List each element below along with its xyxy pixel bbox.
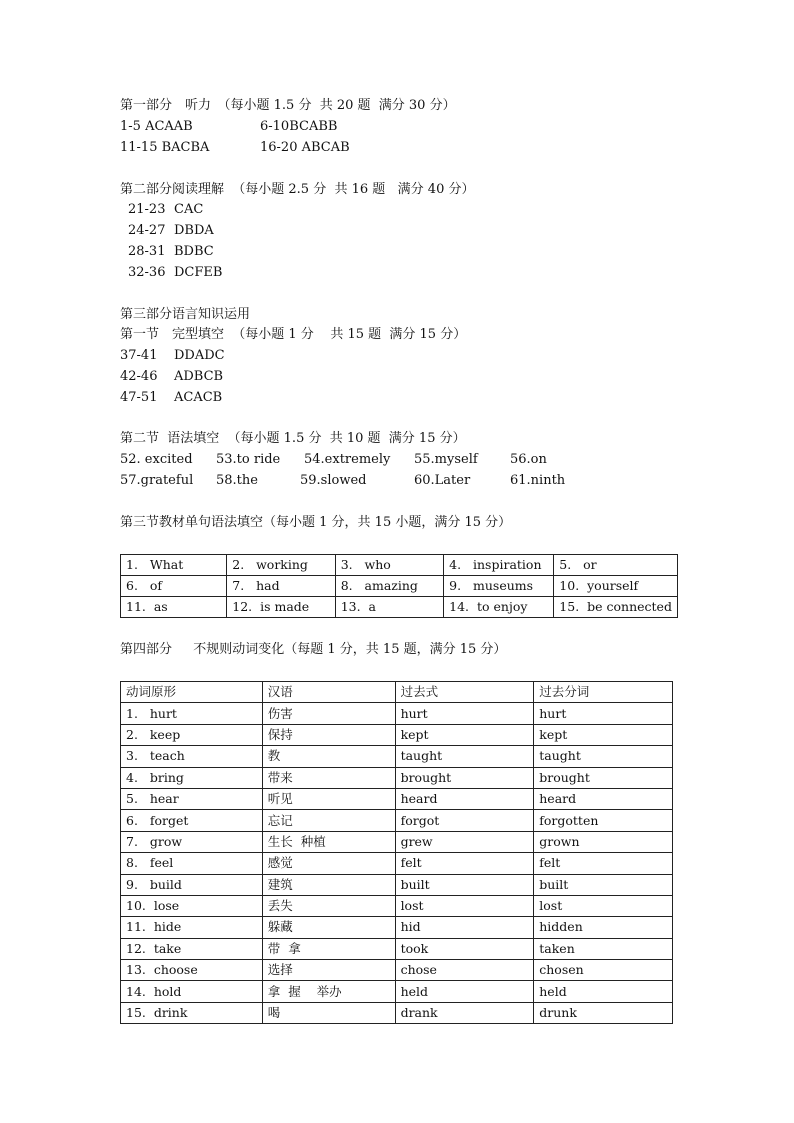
part3-s2-answer: 61.ninth <box>510 473 566 488</box>
part3-heading: 第三部分语言知识运用 <box>120 307 251 322</box>
table-cell: 建筑 <box>262 874 395 895</box>
part3-s2-answer: 56.on <box>510 452 547 467</box>
table-row <box>121 576 678 597</box>
part1-answer: 16-20 ABCAB <box>260 140 350 155</box>
table-row <box>121 810 673 831</box>
table-row <box>121 724 673 745</box>
table-cell: 11. hide <box>121 917 263 938</box>
table-cell: 8. amazing <box>335 576 443 597</box>
part2-answer: CAC <box>174 202 204 217</box>
part2-range: 21-23 <box>128 202 166 217</box>
part2-range: 32-36 <box>128 265 166 280</box>
table-cell: grown <box>534 831 673 852</box>
table-cell: 12. is made <box>227 597 335 618</box>
part1-answer: 1-5 ACAAB <box>120 119 193 134</box>
table-cell: 7. grow <box>121 831 263 852</box>
table-cell: 3. who <box>335 555 443 576</box>
irregular-verbs-table <box>120 681 673 1024</box>
table-cell: 2. working <box>227 555 335 576</box>
table-cell: 1. hurt <box>121 703 263 724</box>
table-row <box>121 938 673 959</box>
table-cell: 4. inspiration <box>444 555 554 576</box>
table-cell: 2. keep <box>121 724 263 745</box>
part3-s2-answer: 60.Later <box>414 473 471 488</box>
table-cell: 9. build <box>121 874 263 895</box>
part3-s1-range: 47-51 <box>120 390 158 405</box>
table-cell: hurt <box>395 703 534 724</box>
part3-s2-answer: 58.the <box>216 473 258 488</box>
table-cell: 教 <box>262 746 395 767</box>
table-row <box>121 917 673 938</box>
table-cell: 喝 <box>262 1002 395 1023</box>
table-cell: chose <box>395 960 534 981</box>
part3-section2-heading: 第二节 语法填空 （每小题 1.5 分 共 10 题 满分 15 分） <box>120 431 466 446</box>
part3-s1-answer: DDADC <box>174 348 225 363</box>
table-row <box>121 853 673 874</box>
table-cell: 15. drink <box>121 1002 263 1023</box>
table-cell: drank <box>395 1002 534 1023</box>
part2-heading: 第二部分阅读理解 （每小题 2.5 分 共 16 题 满分 40 分） <box>120 182 475 197</box>
table-cell: held <box>534 981 673 1002</box>
part3-s2-answer: 53.to ride <box>216 452 281 467</box>
part3-s1-answer: ACACB <box>174 390 223 405</box>
table-cell: held <box>395 981 534 1002</box>
table-cell: 拿 握 举办 <box>262 981 395 1002</box>
part2-answer: DCFEB <box>174 265 223 280</box>
table-cell: 14. to enjoy <box>444 597 554 618</box>
table-row <box>121 767 673 788</box>
table-cell: taught <box>395 746 534 767</box>
table-row <box>121 597 678 618</box>
column-header: 汉语 <box>262 682 395 703</box>
table-cell: heard <box>534 788 673 809</box>
table-cell: 保持 <box>262 724 395 745</box>
table-cell: chosen <box>534 960 673 981</box>
table-row <box>121 895 673 916</box>
table-cell: 带 拿 <box>262 938 395 959</box>
table-cell: felt <box>534 853 673 874</box>
table-cell: 伤害 <box>262 703 395 724</box>
table-cell: grew <box>395 831 534 852</box>
table-row <box>121 981 673 1002</box>
table-cell: took <box>395 938 534 959</box>
table-header-row <box>121 682 673 703</box>
table-cell: 感觉 <box>262 853 395 874</box>
column-header: 动词原形 <box>121 682 263 703</box>
table-cell: forgotten <box>534 810 673 831</box>
verb-rows <box>121 703 673 1024</box>
part2-answer: BDBC <box>174 244 214 259</box>
table-cell: 6. forget <box>121 810 263 831</box>
table-cell: hidden <box>534 917 673 938</box>
table-cell: 丢失 <box>262 895 395 916</box>
part3-s2-answer: 52. excited <box>120 452 193 467</box>
table-row <box>121 831 673 852</box>
table-row <box>121 1002 673 1023</box>
table-cell: 生长 种植 <box>262 831 395 852</box>
table-cell: kept <box>534 724 673 745</box>
table-cell: 1. What <box>121 555 227 576</box>
part3-section1-heading: 第一节 完型填空 （每小题 1 分 共 15 题 满分 15 分） <box>120 327 467 342</box>
table-cell: 听见 <box>262 788 395 809</box>
part3-s2-answer: 54.extremely <box>304 452 391 467</box>
part3-s1-answer: ADBCB <box>174 369 224 384</box>
table-cell: brought <box>395 767 534 788</box>
part2-range: 24-27 <box>128 223 166 238</box>
column-header: 过去式 <box>395 682 534 703</box>
table-row <box>121 703 673 724</box>
table-cell: built <box>395 874 534 895</box>
part3-s2-answer: 57.grateful <box>120 473 194 488</box>
table-cell: 5. hear <box>121 788 263 809</box>
table-row <box>121 788 673 809</box>
part3-s2-answer: 55.myself <box>414 452 478 467</box>
table-cell: lost <box>534 895 673 916</box>
part4-heading: 第四部分 不规则动词变化（每题 1 分，共 15 题，满分 15 分） <box>120 642 507 657</box>
table-row <box>121 746 673 767</box>
part3-section3-heading: 第三节教材单句语法填空（每小题 1 分，共 15 小题，满分 15 分） <box>120 515 512 530</box>
table-cell: 6. of <box>121 576 227 597</box>
table-cell: 5. or <box>554 555 678 576</box>
table-cell: 13. choose <box>121 960 263 981</box>
table-cell: forgot <box>395 810 534 831</box>
table-cell: 忘记 <box>262 810 395 831</box>
table-cell: 3. teach <box>121 746 263 767</box>
column-header: 过去分词 <box>534 682 673 703</box>
table-cell: felt <box>395 853 534 874</box>
table-cell: 8. feel <box>121 853 263 874</box>
table-cell: 选择 <box>262 960 395 981</box>
table-cell: lost <box>395 895 534 916</box>
table-cell: 9. museums <box>444 576 554 597</box>
table-cell: hurt <box>534 703 673 724</box>
part2-answer: DBDA <box>174 223 214 238</box>
table-cell: 11. as <box>121 597 227 618</box>
table-cell: 10. lose <box>121 895 263 916</box>
table-cell: 带来 <box>262 767 395 788</box>
table-cell: 躲藏 <box>262 917 395 938</box>
table-cell: brought <box>534 767 673 788</box>
table-cell: 7. had <box>227 576 335 597</box>
table-row <box>121 960 673 981</box>
part3-s1-range: 37-41 <box>120 348 158 363</box>
table-cell: 10. yourself <box>554 576 678 597</box>
table-cell: 14. hold <box>121 981 263 1002</box>
table-cell: drunk <box>534 1002 673 1023</box>
table-cell: built <box>534 874 673 895</box>
part3-s1-range: 42-46 <box>120 369 158 384</box>
table-cell: kept <box>395 724 534 745</box>
part2-range: 28-31 <box>128 244 166 259</box>
table-cell: heard <box>395 788 534 809</box>
section3-answer-table <box>120 554 678 618</box>
part1-answer: 11-15 BACBA <box>120 140 210 155</box>
table-cell: taken <box>534 938 673 959</box>
table-cell: 15. be connected <box>554 597 678 618</box>
table-cell: hid <box>395 917 534 938</box>
table-row <box>121 555 678 576</box>
part3-s2-answer: 59.slowed <box>300 473 367 488</box>
part1-answer: 6-10BCABB <box>260 119 338 134</box>
table-cell: taught <box>534 746 673 767</box>
table-cell: 12. take <box>121 938 263 959</box>
table-cell: 13. a <box>335 597 443 618</box>
part1-heading: 第一部分 听力 （每小题 1.5 分 共 20 题 满分 30 分） <box>120 98 456 113</box>
table-cell: 4. bring <box>121 767 263 788</box>
table-row <box>121 874 673 895</box>
